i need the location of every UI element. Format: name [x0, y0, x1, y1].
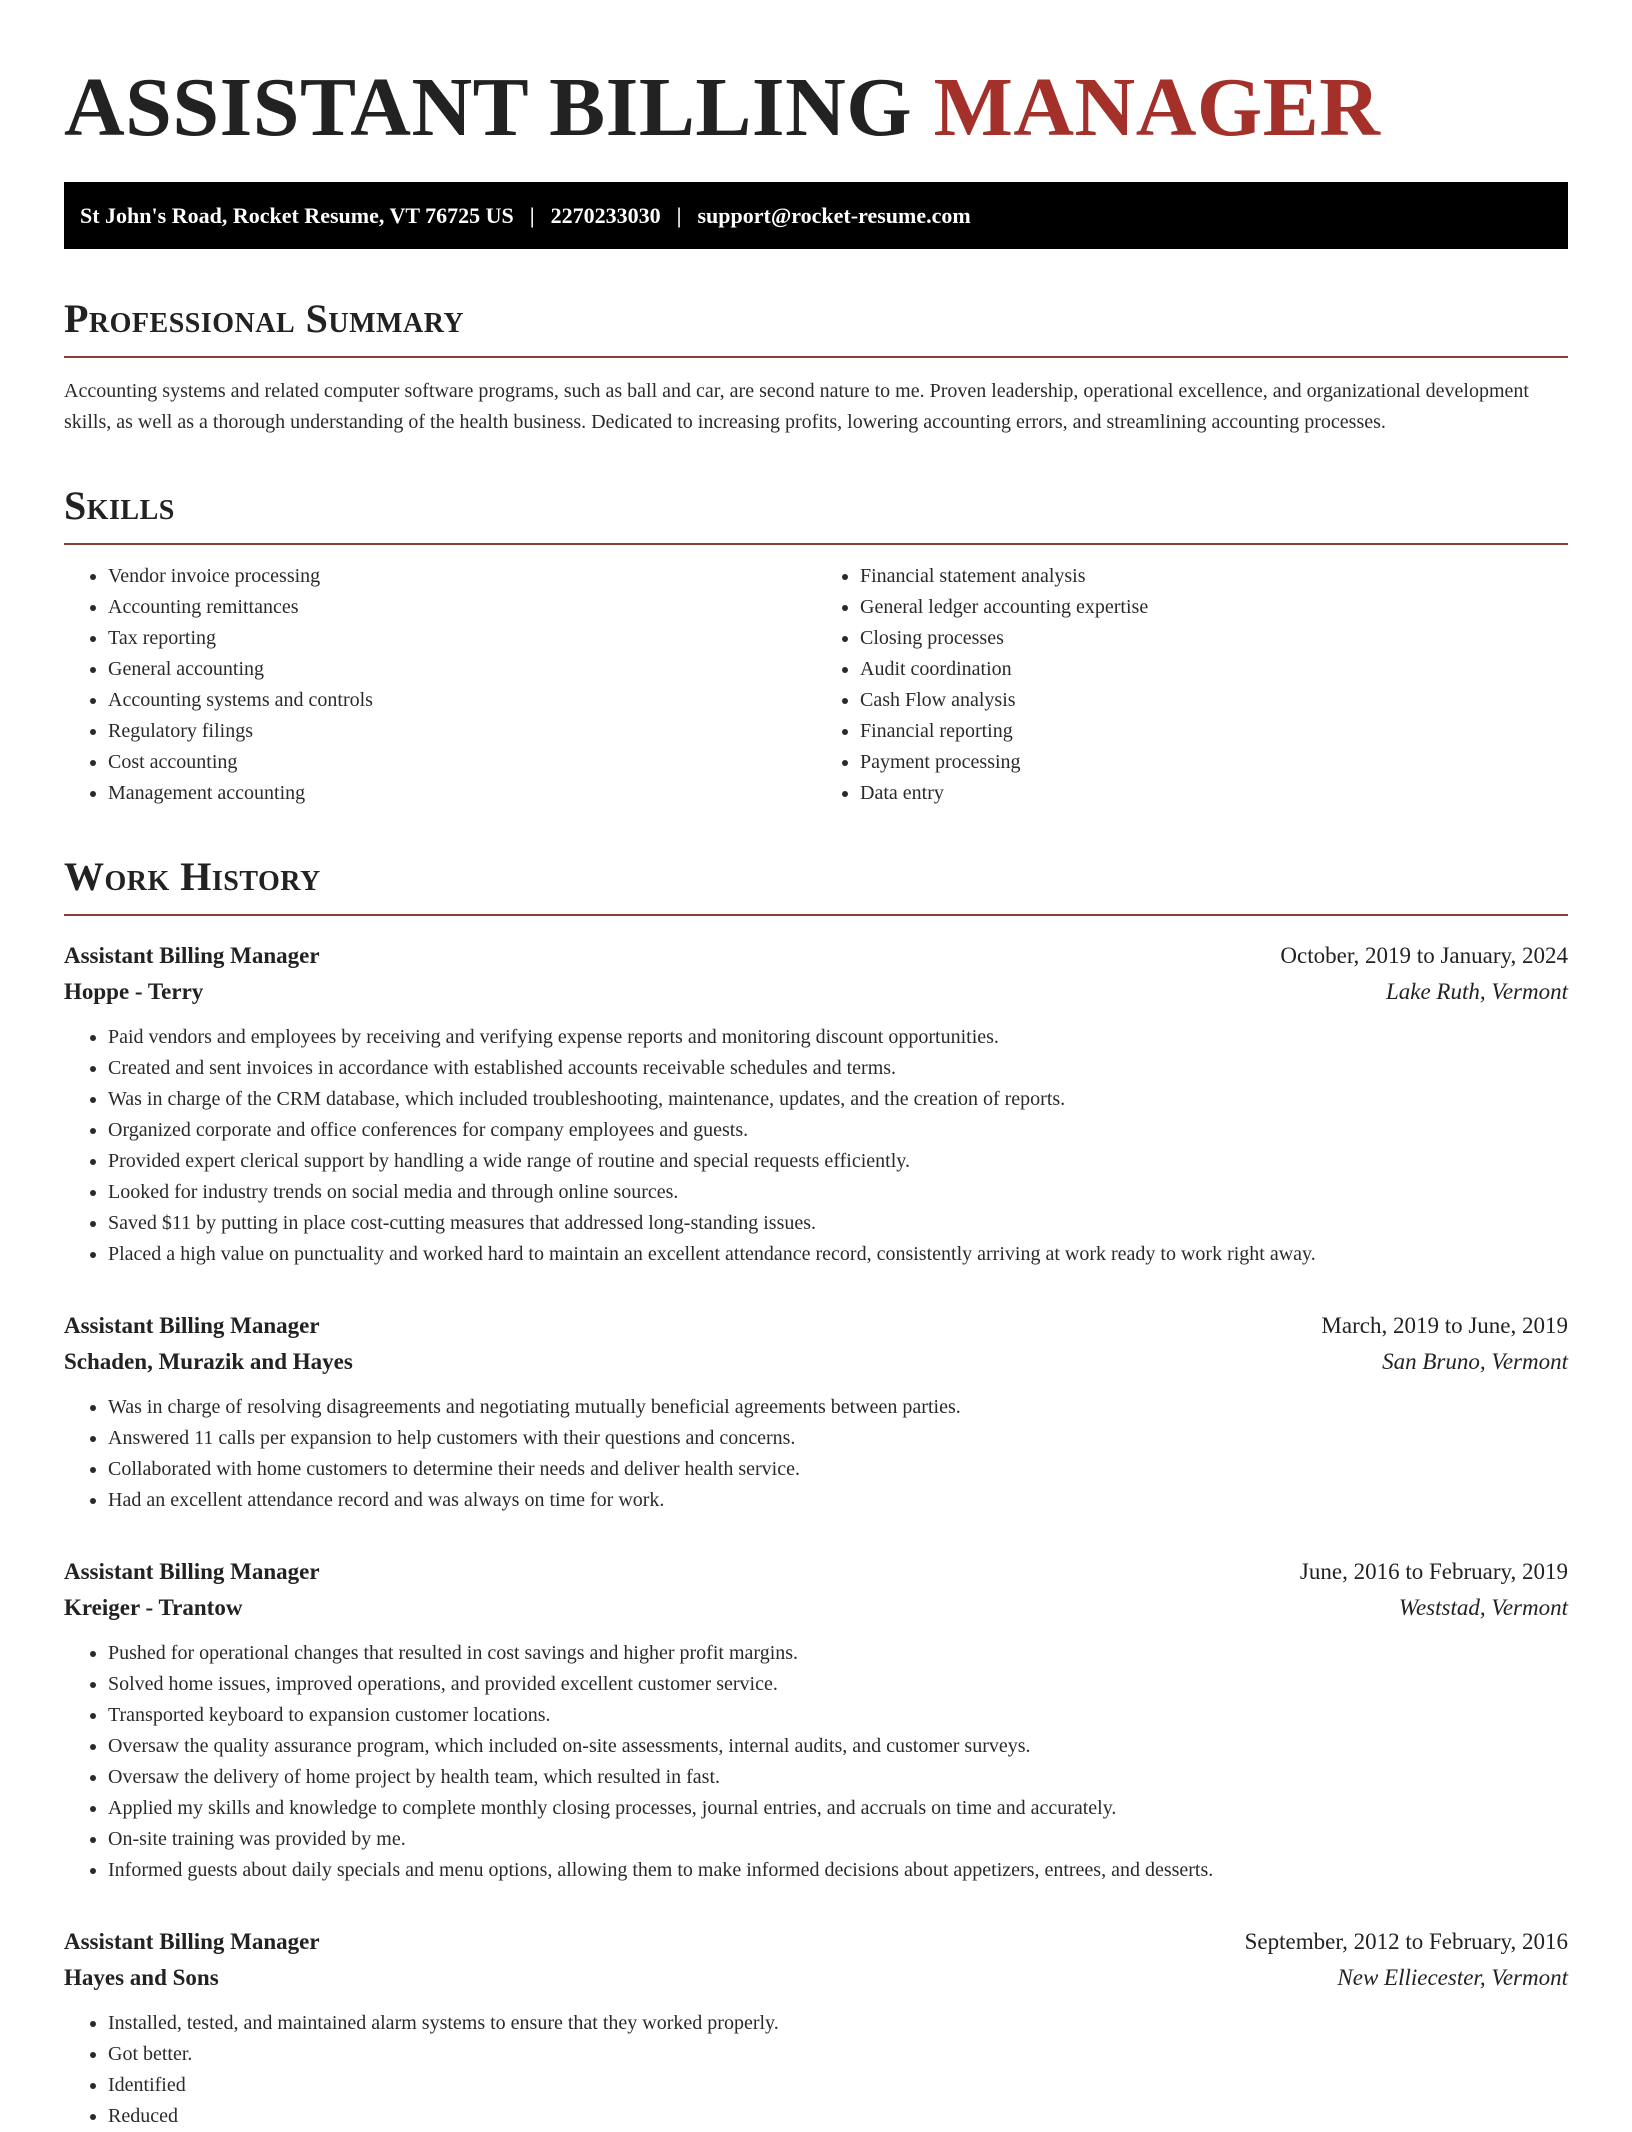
job-bullets: [64, 1022, 1568, 1270]
job-bullet: • Was in charge of the CRM database, which included troubleshooting, maintenance, updates, and the creation of reports.: [108, 1084, 1568, 1115]
job-bullet: • Looked for industry trends on social media and through online sources.: [108, 1177, 1568, 1208]
summary-text: Accounting systems and related computer software programs, such as ball and car, are second nature to me. Proven leadership, operational excellence, and organizational development skills, as well as a thorough understanding of the health business. Dedicated to increasing profits, lowering accounting errors, and streamlining accounting processes.: [64, 380, 1529, 433]
job-dates: September, 2012 to February, 2016: [1244, 1929, 1568, 1954]
job-bullet: • Transported keyboard to expansion customer locations.: [108, 1700, 1568, 1731]
job-location: San Bruno, Vermont: [1382, 1349, 1568, 1374]
job-bullet: • Installed, tested, and maintained alarm systems to ensure that they worked properly.: [108, 2008, 1568, 2039]
skills-list-right: [816, 561, 1568, 809]
job-bullet: • Reduced: [108, 2101, 1568, 2132]
job-title: Assistant Billing Manager: [64, 943, 320, 968]
job-location: Weststad, Vermont: [1398, 1595, 1568, 1620]
skill-item: • Financial statement analysis: [860, 561, 1568, 592]
job-company: Schaden, Murazik and Hayes: [64, 1349, 353, 1374]
job-entry: [64, 1554, 1568, 1886]
job-company: Kreiger - Trantow: [64, 1595, 243, 1620]
resume-title: [64, 61, 1568, 154]
title-main: ASSISTANT BILLING: [64, 61, 913, 154]
skill-item: • Cost accounting: [108, 747, 816, 778]
job-dates: March, 2019 to June, 2019: [1321, 1313, 1568, 1338]
job-bullets: [64, 2008, 1568, 2132]
skill-item: • Regulatory filings: [108, 716, 816, 747]
skill-item: • Audit coordination: [860, 654, 1568, 685]
job-bullet: • Collaborated with home customers to determine their needs and deliver health service.: [108, 1454, 1568, 1485]
job-bullet: • Organized corporate and office conferences for company employees and guests.: [108, 1115, 1568, 1146]
job-bullet: • Got better.: [108, 2039, 1568, 2070]
job-bullet: • Oversaw the quality assurance program, which included on-site assessments, internal audits, and customer surveys.: [108, 1731, 1568, 1762]
job-dates: June, 2016 to February, 2019: [1299, 1559, 1568, 1584]
skill-item: • Tax reporting: [108, 623, 816, 654]
job-bullet: • Informed guests about daily specials and menu options, allowing them to make informed decisions about appetizers, entrees, and desserts.: [108, 1855, 1568, 1886]
work-history-section: [64, 853, 1568, 2132]
job-bullet: • Applied my skills and knowledge to complete monthly closing processes, journal entries, and accruals on time and accurately.: [108, 1793, 1568, 1824]
contact-email: support@rocket-resume.com: [697, 202, 971, 228]
work-history-heading: Work History: [64, 853, 1568, 916]
job-bullet: • Solved home issues, improved operations, and provided excellent customer service.: [108, 1669, 1568, 1700]
contact-separator: |: [676, 202, 682, 228]
contact-bar: [64, 182, 1568, 249]
contact-phone: 2270233030: [550, 202, 661, 228]
skill-item: • Payment processing: [860, 747, 1568, 778]
job-location: New Elliecester, Vermont: [1337, 1965, 1568, 1990]
job-bullet: • Created and sent invoices in accordance with established accounts receivable schedules and terms.: [108, 1053, 1568, 1084]
skill-item: • Accounting systems and controls: [108, 685, 816, 716]
skills-columns: [64, 561, 1568, 809]
skill-item: • Data entry: [860, 778, 1568, 809]
job-title: Assistant Billing Manager: [64, 1929, 320, 1954]
job-entry: [64, 1924, 1568, 2132]
contact-address: St John's Road, Rocket Resume, VT 76725 US: [80, 202, 514, 228]
skill-item: • General ledger accounting expertise: [860, 592, 1568, 623]
contact-separator: |: [529, 202, 535, 228]
skills-heading: Skills: [64, 482, 1568, 545]
job-bullet: • Provided expert clerical support by handling a wide range of routine and special requests efficiently.: [108, 1146, 1568, 1177]
job-bullets: [64, 1638, 1568, 1886]
job-bullet: • Paid vendors and employees by receiving and verifying expense reports and monitoring discount opportunities.: [108, 1022, 1568, 1053]
skill-item: • Cash Flow analysis: [860, 685, 1568, 716]
job-bullets: [64, 1392, 1568, 1516]
skill-item: • Accounting remittances: [108, 592, 816, 623]
job-bullet: • Saved $11 by putting in place cost-cutting measures that addressed long-standing issues.: [108, 1208, 1568, 1239]
title-accent: MANAGER: [933, 61, 1381, 154]
skill-item: • Management accounting: [108, 778, 816, 809]
skills-section: [64, 482, 1568, 809]
job-bullet: • On-site training was provided by me.: [108, 1824, 1568, 1855]
job-entry: [64, 1308, 1568, 1516]
skills-list-left: [64, 561, 816, 809]
summary-section: [64, 295, 1568, 438]
job-bullet: • Placed a high value on punctuality and worked hard to maintain an excellent attendance record, consistently arriving at work ready to work right away.: [108, 1239, 1568, 1270]
job-bullet: • Answered 11 calls per expansion to help customers with their questions and concerns.: [108, 1423, 1568, 1454]
skill-item: • Vendor invoice processing: [108, 561, 816, 592]
job-company: Hoppe - Terry: [64, 979, 204, 1004]
job-entry: [64, 938, 1568, 1270]
job-company: Hayes and Sons: [64, 1965, 219, 1990]
skill-item: • Closing processes: [860, 623, 1568, 654]
job-bullet: • Identified: [108, 2070, 1568, 2101]
job-title: Assistant Billing Manager: [64, 1313, 320, 1338]
job-bullet: • Had an excellent attendance record and was always on time for work.: [108, 1485, 1568, 1516]
skill-item: • General accounting: [108, 654, 816, 685]
summary-heading: Professional Summary: [64, 295, 1568, 358]
job-dates: October, 2019 to January, 2024: [1280, 943, 1568, 968]
skill-item: • Financial reporting: [860, 716, 1568, 747]
job-title: Assistant Billing Manager: [64, 1559, 320, 1584]
job-location: Lake Ruth, Vermont: [1385, 979, 1568, 1004]
job-bullet: • Oversaw the delivery of home project by health team, which resulted in fast.: [108, 1762, 1568, 1793]
job-bullet: • Pushed for operational changes that resulted in cost savings and higher profit margins.: [108, 1638, 1568, 1669]
job-bullet: • Was in charge of resolving disagreements and negotiating mutually beneficial agreements between parties.: [108, 1392, 1568, 1423]
